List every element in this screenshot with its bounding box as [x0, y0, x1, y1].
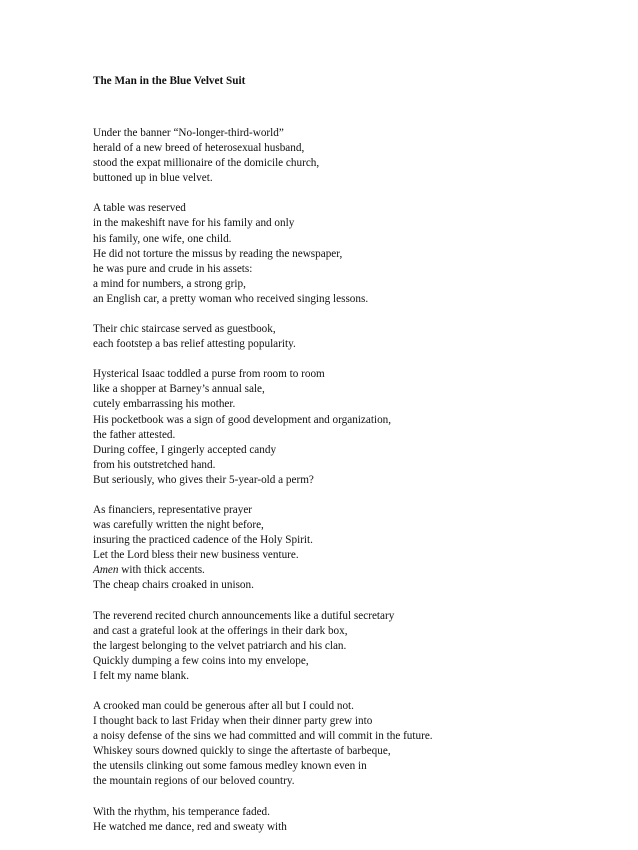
poem-line: each footstep a bas relief attesting popularity. [93, 338, 296, 351]
poem-body [93, 126, 623, 835]
poem-line: the mountain regions of our beloved country. [93, 775, 295, 788]
poem-line: was carefully written the night before, [93, 519, 264, 532]
poem-line: With the rhythm, his temperance faded. [93, 805, 270, 818]
poem-line: Quickly dumping a few coins into my envelope, [93, 654, 309, 667]
poem-line: the largest belonging to the velvet patriarch and his clan. [93, 639, 347, 652]
poem-line: cutely embarrassing his mother. [93, 398, 236, 411]
document-page [93, 74, 623, 850]
amen-rest: with thick accents. [118, 564, 205, 577]
poem-line: in the makeshift nave for his family and only [93, 217, 295, 230]
poem-line: the father attested. [93, 428, 176, 441]
poem-line: and cast a grateful look at the offerings in their dark box, [93, 624, 348, 637]
stanza-7 [93, 699, 623, 790]
stanza-8 [93, 805, 623, 835]
poem-line: He did not torture the missus by reading the newspaper, [93, 247, 343, 260]
poem-line: the utensils clinking out some famous medley known even in [93, 760, 367, 773]
amen-italic: Amen [93, 564, 119, 577]
poem-line: insuring the practiced cadence of the Holy Spirit. [93, 534, 313, 547]
poem-line: an English car, a pretty woman who received singing lessons. [93, 292, 369, 305]
poem-line: like a shopper at Barney’s annual sale, [93, 383, 265, 396]
poem-line: The cheap chairs croaked in unison. [93, 579, 254, 592]
poem-line: buttoned up in blue velvet. [93, 172, 213, 185]
poem-line: Let the Lord bless their new business venture. [93, 549, 299, 562]
poem-line: Under the banner “No-longer-third-world” [93, 127, 284, 139]
poem-line: herald of a new breed of heterosexual husband, [93, 142, 305, 155]
poem-line: he was pure and crude in his assets: [93, 262, 253, 275]
poem-line: a mind for numbers, a strong grip, [93, 277, 246, 290]
poem-title: The Man in the Blue Velvet Suit [93, 75, 246, 87]
poem-line: But seriously, who gives their 5-year-old a perm? [93, 473, 314, 486]
poem-line: Whiskey sours downed quickly to singe the aftertaste of barbeque, [93, 745, 391, 758]
poem-line: Their chic staircase served as guestbook, [93, 323, 276, 336]
poem-line-amen [93, 563, 623, 578]
poem-line: I felt my name blank. [93, 669, 189, 682]
poem-line: from his outstretched hand. [93, 458, 216, 471]
poem-line: stood the expat millionaire of the domicile church, [93, 157, 320, 170]
poem-line: As financiers, representative prayer [93, 503, 253, 516]
poem-line: A table was reserved [93, 202, 186, 215]
stanza-6 [93, 609, 623, 684]
poem-line: a noisy defense of the sins we had committed and will commit in the future. [93, 730, 433, 743]
poem-line: He watched me dance, red and sweaty with [93, 820, 287, 833]
poem-line: During coffee, I gingerly accepted candy [93, 443, 277, 456]
stanza-5 [93, 503, 623, 594]
stanza-1 [93, 126, 623, 186]
stanza-3 [93, 322, 623, 352]
stanza-4 [93, 367, 623, 488]
poem-line: his family, one wife, one child. [93, 232, 232, 245]
stanza-2 [93, 201, 623, 307]
poem-line: A crooked man could be generous after all but I could not. [93, 700, 354, 712]
poem-line: The reverend recited church announcements like a dutiful secretary [93, 609, 395, 622]
poem-line: I thought back to last Friday when their dinner party grew into [93, 715, 373, 728]
poem-line: His pocketbook was a sign of good development and organization, [93, 413, 392, 426]
poem-line: Hysterical Isaac toddled a purse from room to room [93, 368, 325, 381]
